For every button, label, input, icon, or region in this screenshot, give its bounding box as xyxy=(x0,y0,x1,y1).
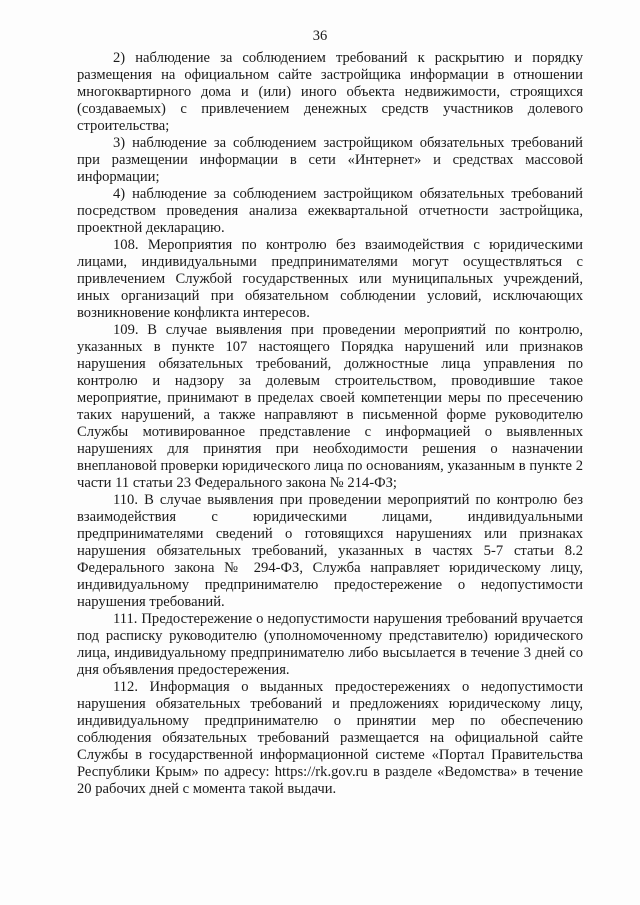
paragraph-112: 112. Информация о выданных предостережениях о недопустимости нарушения обязательных требований и предложениях юридическому лицу, индивидуальному предпринимателю о принятии мер по обеспечению соблюдения обязательных требований размещается на официальной сайте Службы в государственной информационной системе «Портал Правительства Республики Крым» по адресу: https://rk.gov.ru в разделе «Ведомства» в течение 20 рабочих дней с момента такой выдачи. xyxy=(77,679,583,797)
paragraph-110: 110. В случае выявления при проведении мероприятий по контролю без взаимодействия с юридическими лицами, индивидуальными предпринимателями сведений о готовящихся нарушениях или признаках нарушения обязательных требований, указанных в частях 5-7 статьи 8.2 Федерального закона № 294-ФЗ, Служба направляет юридическому лицу, индивидуальному предпринимателю предостережение о недопустимости нарушения требований. xyxy=(77,492,583,610)
paragraph-item-3: 3) наблюдение за соблюдением застройщиком обязательных требований при размещении информации в сети «Интернет» и средствах массовой информации; xyxy=(77,135,583,185)
paragraph-109: 109. В случае выявления при проведении мероприятий по контролю, указанных в пункте 107 настоящего Порядка нарушений или признаков нарушения обязательных требований, должностные лица управления по контролю и надзору за долевым строительством, проводившие такое мероприятие, принимают в пределах своей компетенции меры по пресечению таких нарушений, а также направляют в письменной форме руководителю Службы мотивированное представление с информацией о выявленных нарушениях для принятия при необходимости решения о назначении внеплановой проверки юридического лица по основаниям, указанным в пункте 2 части 11 статьи 23 Федерального закона № 214-ФЗ; xyxy=(77,322,583,491)
paragraph-item-4: 4) наблюдение за соблюдением застройщиком обязательных требований посредством проведения анализа ежеквартальной отчетности застройщика, проектной декларацию. xyxy=(77,186,583,236)
page-number: 36 xyxy=(312,28,328,44)
paragraph-108: 108. Мероприятия по контролю без взаимодействия с юридическими лицами, индивидуальными предпринимателями могут осуществляться с привлечением Службой государственных или муниципальных учреждений, иных организаций при обязательном соблюдении условий, исключающих возникновение конфликта интересов. xyxy=(77,237,583,321)
paragraph-item-2: 2) наблюдение за соблюдением требований к раскрытию и порядку размещения на официальном сайте застройщика информации в отношении многоквартирного дома и (или) иного объекта недвижимости, строящихся (создаваемых) с привлечением денежных средств участников долевого строительства; xyxy=(77,50,583,134)
paragraph-111: 111. Предостережение о недопустимости нарушения требований вручается под расписку руководителю (уполномоченному представителю) юридического лица, индивидуальному предпринимателю либо высылается в течение 3 дней со дня объявления предостережения. xyxy=(77,611,583,678)
document-body xyxy=(77,50,583,798)
